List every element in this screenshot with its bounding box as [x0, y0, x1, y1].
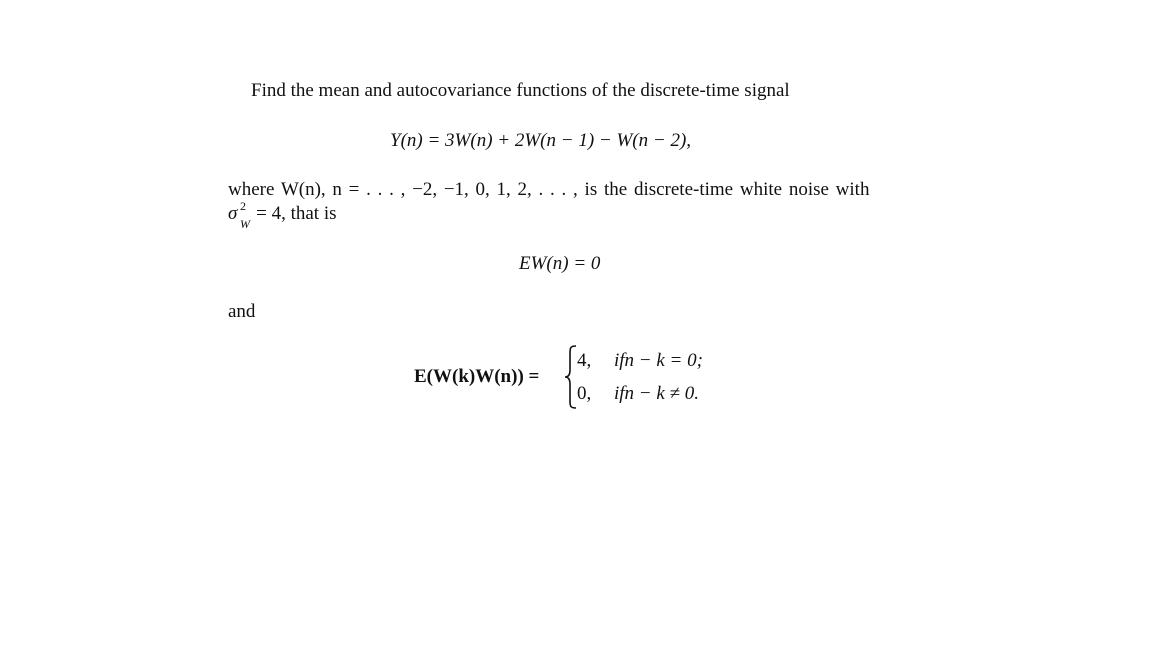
- where-line-2-rest: = 4, that is: [251, 203, 337, 224]
- case-row-2: [577, 383, 591, 405]
- where-line-1: where W(n), n = . . . , −2, −1, 0, 1, 2, . . . , is the discrete-time white noise with: [228, 179, 870, 200]
- and-text: and: [228, 301, 256, 322]
- equation-y: [390, 130, 691, 152]
- expectation-lhs-text: E(W(k)W(n)) =: [414, 366, 540, 387]
- case-row-1-condition: [614, 350, 703, 372]
- sigma-superscript: 2: [240, 199, 246, 213]
- case-row-2-condition: [614, 383, 699, 405]
- case-2-value: 0,: [577, 383, 592, 404]
- sigma-subscript: W: [240, 217, 250, 231]
- case-1-value: 4,: [577, 350, 592, 371]
- equation-mean-text: EW(n) = 0: [519, 253, 601, 274]
- equation-y-text: Y(n) = 3W(n) + 2W(n − 1) − W(n − 2),: [390, 130, 692, 151]
- case-2-condition: ifn − k ≠ 0.: [614, 383, 699, 404]
- sigma-symbol: σ: [228, 203, 238, 224]
- expectation-lhs: [414, 366, 539, 388]
- cases-brace: [564, 344, 578, 410]
- where-line-2: [228, 199, 337, 231]
- sigma-w-squared: [228, 199, 250, 231]
- equation-mean: [519, 253, 600, 275]
- case-row-1: [577, 350, 591, 372]
- case-1-condition: ifn − k = 0;: [614, 350, 703, 371]
- intro-text: Find the mean and autocovariance functions of the discrete-time signal: [251, 80, 790, 101]
